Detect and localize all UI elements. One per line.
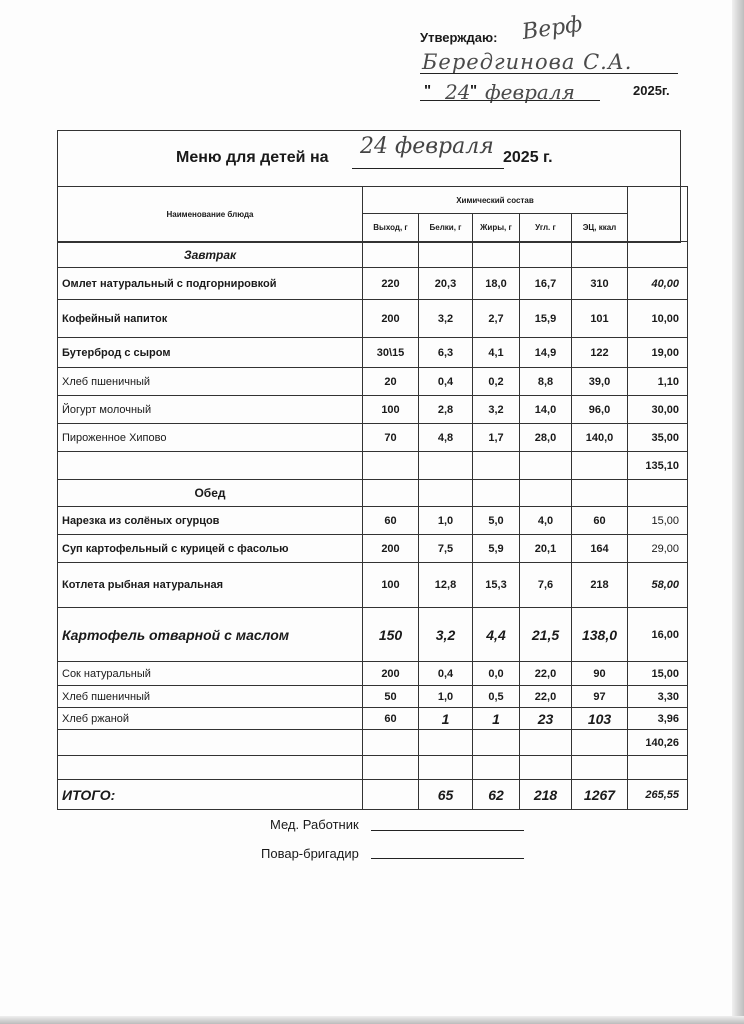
table-row: Бутерброд с сыром 30\15 6,3 4,1 14,9 122 19,00 <box>58 338 688 368</box>
date-quote-close: " <box>470 82 478 99</box>
table-row: Картофель отварной с маслом 150 3,2 4,4 21,5 138,0 16,00 <box>58 608 688 662</box>
col-fat-header: Жиры, г <box>473 214 520 242</box>
menu-date-line <box>352 168 504 169</box>
table-row: Омлет натуральный с подгорнировкой 220 20,3 18,0 16,7 310 40,00 <box>58 268 688 300</box>
scan-edge-right <box>732 0 744 1024</box>
menu-title: Меню для детей на <box>176 149 329 166</box>
table-row: Кофейный напиток 200 3,2 2,7 15,9 101 10,00 <box>58 300 688 338</box>
approval-signature: Верф <box>520 11 584 46</box>
menu-table <box>57 186 688 810</box>
col-energy-header: ЭЦ, ккал <box>572 214 628 242</box>
scan-edge-bottom <box>0 1016 744 1024</box>
approval-month: февраля <box>485 80 575 104</box>
table-row: Пироженное Хипово 70 4,8 1,7 28,0 140,0 35,00 <box>58 424 688 452</box>
table-row: Хлеб ржаной 60 1 1 23 103 3,96 <box>58 708 688 730</box>
cook-signature-line <box>371 858 524 859</box>
section-breakfast: Завтрак <box>58 242 363 268</box>
table-row: Суп картофельный с курицей с фасолью 200 7,5 5,9 20,1 164 29,00 <box>58 535 688 563</box>
cook-label: Повар-бригадир <box>261 846 359 861</box>
menu-year: 2025 г. <box>503 149 553 166</box>
table-row: Котлета рыбная натуральная 100 12,8 15,3 7,6 218 58,00 <box>58 563 688 608</box>
col-yield-header: Выход, г <box>363 214 419 242</box>
table-row: Нарезка из солёных огурцов 60 1,0 5,0 4,0 60 15,00 <box>58 507 688 535</box>
table-row: Хлеб пшеничный 50 1,0 0,5 22,0 97 3,30 <box>58 686 688 708</box>
approval-day: 24 <box>445 80 471 104</box>
lunch-subtotal: 140,26 <box>628 730 688 756</box>
col-protein-header: Белки, г <box>419 214 473 242</box>
total-label: ИТОГО: <box>58 780 363 810</box>
medic-signature-line <box>371 830 524 831</box>
col-carbs-header: Угл. г <box>520 214 572 242</box>
medic-label: Мед. Работник <box>270 817 359 832</box>
approval-label: Утверждаю: <box>420 30 498 45</box>
approver-name-line <box>420 73 678 74</box>
section-lunch: Обед <box>58 480 363 507</box>
table-row: Хлеб пшеничный 20 0,4 0,2 8,8 39,0 1,10 <box>58 368 688 396</box>
col-name-header: Наименование блюда <box>58 187 363 242</box>
col-chem-header: Химический состав <box>363 187 628 214</box>
date-quote-open: " <box>424 82 432 99</box>
total-row: ИТОГО: 65 62 218 1267 265,55 <box>58 780 688 810</box>
breakfast-subtotal: 135,10 <box>628 452 688 480</box>
approval-year: 2025г. <box>633 83 670 98</box>
menu-date-handwritten: 24 февраля <box>360 134 494 159</box>
approver-name: Бередгинова С.А. <box>422 50 633 74</box>
table-row: Йогурт молочный 100 2,8 3,2 14,0 96,0 30,00 <box>58 396 688 424</box>
approval-date-line <box>420 100 600 101</box>
table-row: Сок натуральный 200 0,4 0,0 22,0 90 15,00 <box>58 662 688 686</box>
